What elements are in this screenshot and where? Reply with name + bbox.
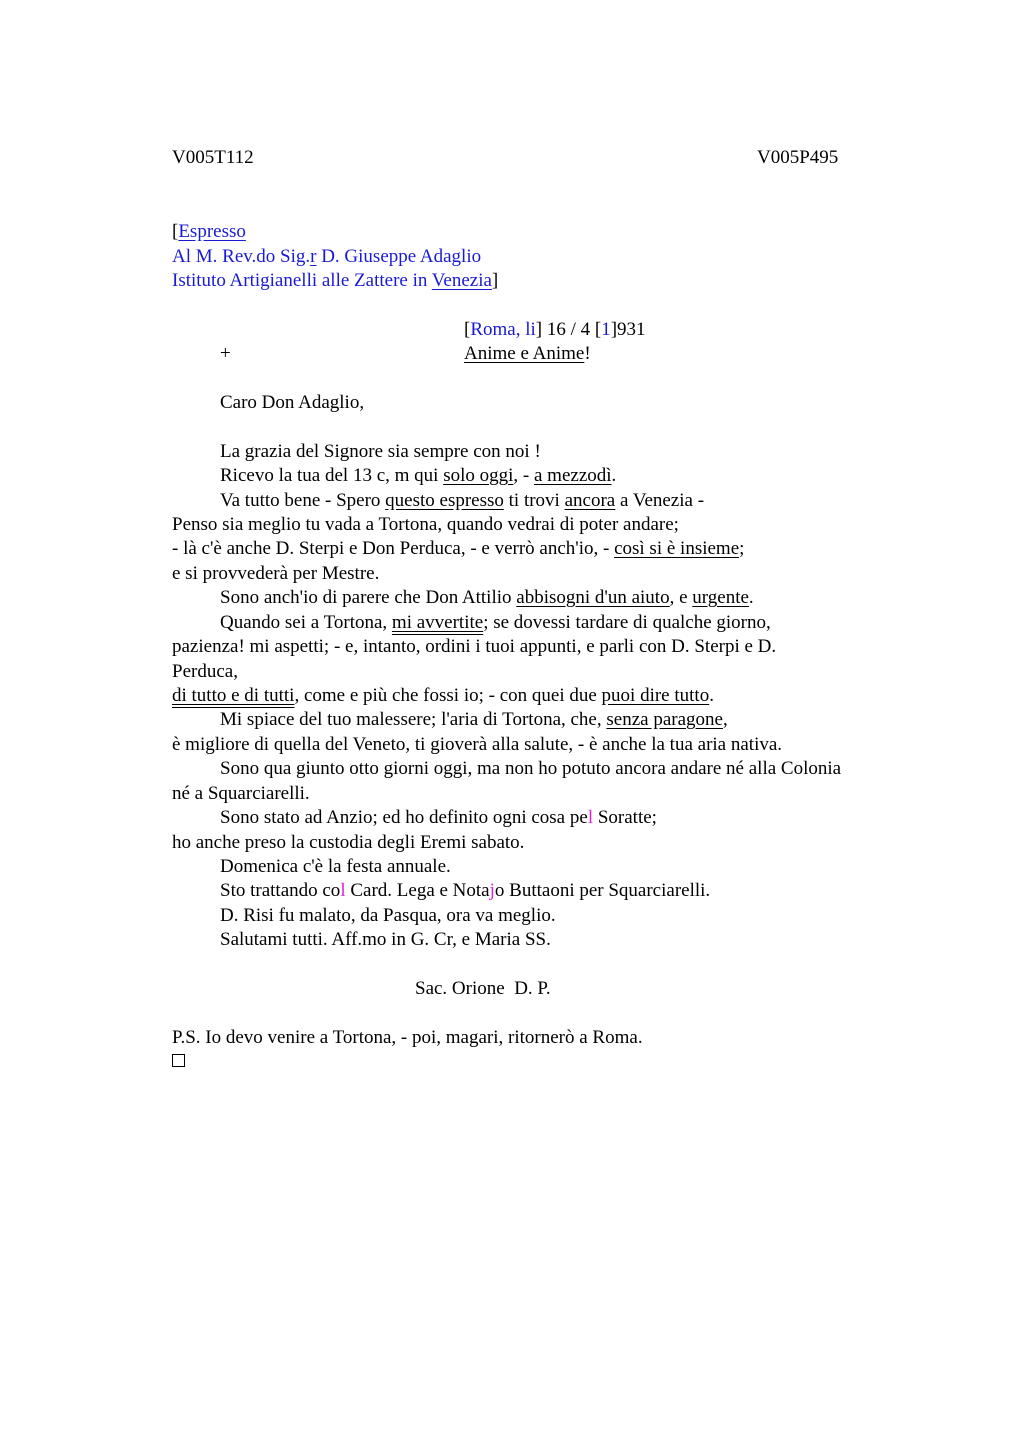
body-line-15: né a Squarciarelli. [172,783,310,804]
text-run: Card. Lega e Nota [345,880,490,901]
body-line-7 [220,586,754,610]
address-recipient-name: D. Giuseppe Adaglio [316,246,482,267]
body-line-21: Salutami tutti. Aff.mo in G. Cr, e Maria SS. [220,929,551,950]
underlined-text: abbisogni d'un aiuto [516,587,670,608]
motto-punct: ! [584,343,591,364]
underlined-text: urgente [692,587,749,608]
underlined-text: questo espresso [385,490,504,511]
date-year-digit: 1 [601,319,611,340]
correction-letter: l [340,880,346,901]
date-place: Roma, li [470,319,536,340]
text-run: Quando sei a Tortona, [220,612,392,633]
postscript: P.S. Io devo venire a Tortona, - poi, magari, ritornerò a Roma. [172,1027,643,1048]
text-run: , - [513,465,534,486]
text-run: Sono stato ad Anzio; ed ho definito ogni cosa pe [220,807,588,828]
body-line-10: Perduca, [172,661,238,682]
text-run: - là c'è anche D. Sterpi e Don Perduca, - e verrò anch'io, - [172,538,615,559]
motto [464,342,591,366]
dateline [464,318,646,342]
signature: Sac. Orione D. P. [415,978,551,999]
text-run: Soratte; [593,807,657,828]
body-line-5 [172,537,744,561]
body-line-11 [172,684,714,708]
address-institute: Istituto Artigianelli alle Zattere in [172,270,432,291]
text-run: , come e più che fossi io; - con quei due [294,685,602,706]
correction-letter: j [489,880,495,901]
underlined-text: ancora [564,490,616,511]
end-box-icon [172,1054,185,1067]
text-run: , [722,709,728,730]
address-espresso: Espresso [178,221,246,242]
text-run: a Venezia - [615,490,705,511]
bracket: [ [172,221,179,242]
body-line-1: La grazia del Signore sia sempre con noi ! [220,441,541,462]
text-run: Va tutto bene - Spero [220,490,386,511]
address-line-1 [172,220,246,244]
double-underlined-text: mi avvertite [391,612,484,633]
body-line-20: D. Risi fu malato, da Pasqua, ora va meglio. [220,905,556,926]
underlined-text: senza paragone [606,709,723,730]
text-run: , e [669,587,693,608]
address-recipient-title: Al M. Rev.do Sig. [172,246,311,267]
text-run: . [709,685,714,706]
body-line-14: Sono qua giunto otto giorni oggi, ma non ho potuto ancora andare né alla Colonia [220,758,842,779]
body-line-17: ho anche preso la custodia degli Eremi sabato. [172,832,525,853]
body-line-18: Domenica c'è la festa annuale. [220,856,451,877]
body-line-6: e si provvederà per Mestre. [172,563,380,584]
bracket: [ [464,319,471,340]
body-line-13: è migliore di quella del Veneto, ti gioverà alla salute, - è anche la tua aria nativa. [172,734,783,755]
date-day-month: ] 16 / 4 [ [535,319,602,340]
text-run: Sono anch'io di parere che Don Attilio [220,587,517,608]
text-run: o Buttaoni per Squarciarelli. [494,880,711,901]
text-run: . [611,465,617,486]
body-line-8 [220,611,771,635]
underlined-text: solo oggi [443,465,514,486]
body-line-4: Penso sia meglio tu vada a Tortona, quando vedrai di poter andare; [172,514,679,535]
body-line-3 [220,489,704,513]
body-line-2 [220,464,616,488]
body-line-12 [220,708,728,732]
document-code-right: V005P495 [757,147,839,168]
text-run: ti trovi [503,490,565,511]
underlined-text: puoi dire tutto [601,685,710,706]
text-run: ; [739,538,745,559]
correction-letter: l [587,807,594,828]
salutation: Caro Don Adaglio, [220,392,365,413]
address-city: Venezia [431,270,492,291]
double-underlined-text: di tutto e di tutti [172,685,295,706]
text-run: Sto trattando co [220,880,341,901]
text-run: Ricevo la tua del 13 c, m qui [220,465,444,486]
text-run: ; se dovessi tardare di qualche giorno, [483,612,771,633]
document-code-left: V005T112 [172,147,254,168]
body-line-9: pazienza! mi aspetti; - e, intanto, ordini i tuoi appunti, e parli con D. Sterpi e D. [172,636,777,657]
text-run: . [748,587,754,608]
underlined-text: così si è insieme [614,538,740,559]
underlined-text: a mezzodì [533,465,612,486]
cross-symbol: + [220,343,231,364]
address-line-3 [172,269,498,293]
address-line-2 [172,245,481,269]
bracket: ] [491,270,499,291]
motto-text: Anime e Anime [464,343,585,364]
address-superscript-r: r [310,246,317,267]
body-line-16 [220,806,657,830]
text-run: Mi spiace del tuo malessere; l'aria di Tortona, che, [220,709,607,730]
body-line-19 [220,879,710,903]
date-year: ]931 [610,319,646,340]
